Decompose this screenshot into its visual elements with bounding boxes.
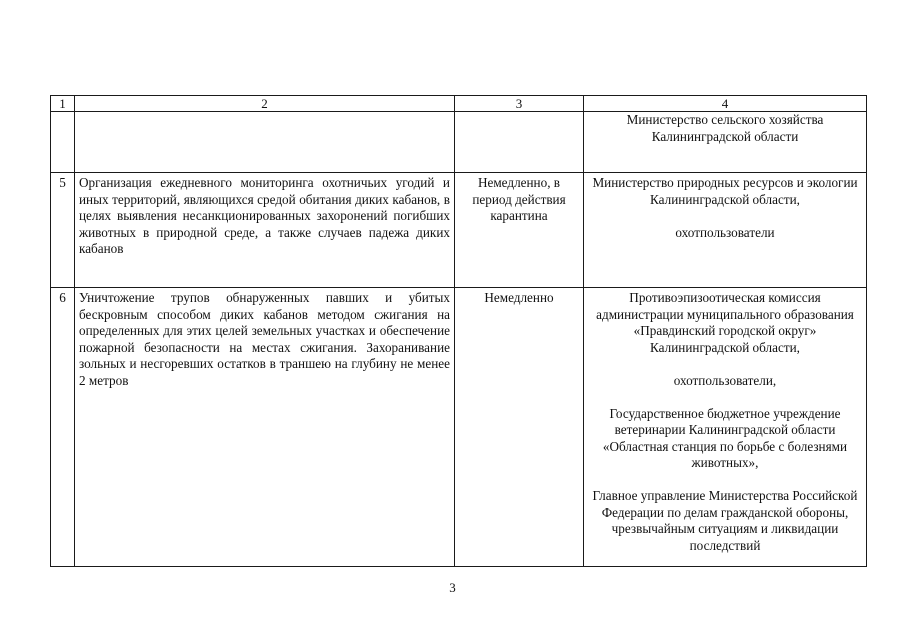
responsible-line: охотпользователи	[675, 224, 775, 240]
row-action: Уничтожение трупов обнаруженных павших и убитых бескровным способом диких кабанов методом сжигания на определенных для этих целей земельных участках и обеспечение пожарной безопасности на местах сжигания. Захоранивание зольных и несгоревших остатков в траншею на глубину не менее 2 метров	[75, 288, 455, 567]
responsible-line: Государственное бюджетное учреждение ветеринарии Калининградской области «Областная станция по борьбе с болезнями животных»,	[602, 405, 848, 470]
responsible-line: охотпользователи,	[673, 372, 777, 388]
row-action: Организация ежедневного мониторинга охотничьих угодий и иных территорий, являющихся средой обитания диких кабанов, в целях выявления несанкционированных захоронений погибших животных в природной среде, а также случаев падежа диких кабанов	[75, 173, 455, 288]
row-number: 5	[51, 173, 75, 288]
row-responsible	[584, 173, 867, 288]
responsible-line: Главное управление Министерства Российской Федерации по делам гражданской обороны, чрезвычайным ситуациям и ликвидации последствий	[592, 488, 858, 553]
row-deadline: Немедленно	[455, 288, 584, 567]
cell-action	[75, 112, 455, 173]
cell-num	[51, 112, 75, 173]
responsible-line: Министерство сельского хозяйства Калининградской области	[626, 112, 824, 144]
cell-responsible	[584, 112, 867, 173]
responsible-line: Противоэпизоотическая комиссия администрации муниципального образования «Правдинский городской округ» Калининградской области,	[596, 290, 854, 355]
responsible-line: Министерство природных ресурсов и экологии Калининградской области,	[592, 175, 858, 207]
row-responsible	[584, 288, 867, 567]
header-col-2: 2	[75, 96, 455, 112]
header-col-1: 1	[51, 96, 75, 112]
header-col-4: 4	[584, 96, 867, 112]
page-number: 3	[449, 580, 456, 595]
row-number: 6	[51, 288, 75, 567]
table-row-continuation	[51, 112, 867, 173]
table-row	[51, 288, 867, 567]
header-row	[51, 96, 867, 112]
table-row	[51, 173, 867, 288]
measures-table	[50, 95, 867, 567]
row-deadline: Немедленно, в период действия карантина	[455, 173, 584, 288]
cell-deadline	[455, 112, 584, 173]
header-col-3: 3	[455, 96, 584, 112]
